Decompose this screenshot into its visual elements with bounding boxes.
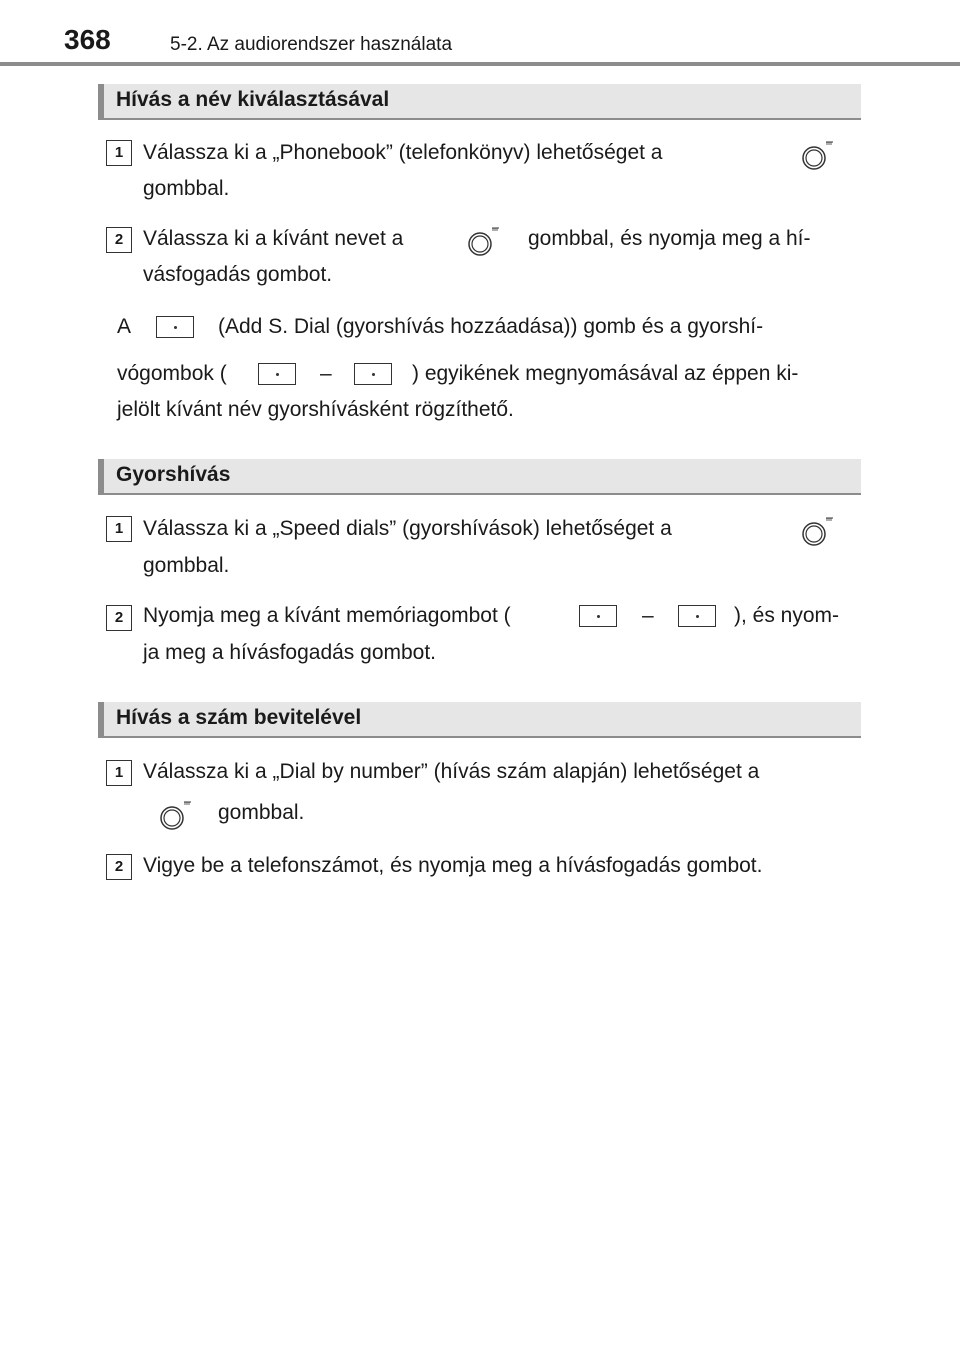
step-text: vásfogadás gombot. [143,263,333,286]
note-text: – [320,362,332,385]
step-number: 2 [106,227,132,253]
step-text: Válassza ki a „Phonebook” (telefonkönyv) lehetőséget a [143,141,663,164]
step-text: Vigye be a telefonszámot, és nyomja meg a hívásfogadás gombot. [143,854,763,877]
section-heading-name-call [98,84,861,120]
section-heading-speed-dial [98,459,861,495]
step-text: ), és nyom- [734,604,840,627]
section-heading-text: Hívás a szám bevitelével [116,706,362,729]
step-text: gombbal. [143,177,230,200]
tune-knob-icon [800,514,834,548]
header-rule [0,62,960,66]
section-heading-text: Gyorshívás [116,463,231,486]
step-text: – [642,604,654,627]
step-number: 2 [106,854,132,880]
section-path: 5-2. Az audiorendszer használata [170,34,453,55]
preset-button-icon [678,605,716,627]
preset-button-icon [258,363,296,385]
note-text: ) egyikének megnyomásával az éppen ki- [412,362,799,385]
page-header [64,24,960,64]
step-text: gombbal. [218,801,305,824]
tune-knob-icon [466,224,500,258]
step-number: 2 [106,605,132,631]
section-heading-dial-number [98,702,861,738]
page-number: 368 [64,24,111,55]
step-text: gombbal. [143,554,230,577]
step-text: Válassza ki a „Dial by number” (hívás szám alapján) lehetőséget a [143,760,760,783]
step-number: 1 [106,516,132,542]
note-text: vógombok ( [117,362,227,385]
tune-knob-icon [800,138,834,172]
preset-button-icon [579,605,617,627]
section-heading-text: Hívás a név kiválasztásával [116,88,390,111]
step-number: 1 [106,760,132,786]
note-text: (Add S. Dial (gyorshívás hozzáadása)) gomb és a gyorshí- [218,315,764,338]
preset-button-icon [354,363,392,385]
add-speed-dial-button-icon [156,316,194,338]
step-text: gombbal, és nyomja meg a hí- [528,227,811,250]
step-text: Válassza ki a kívánt nevet a [143,227,404,250]
step-number: 1 [106,140,132,166]
tune-knob-icon [158,798,192,832]
step-text: Nyomja meg a kívánt memóriagombot ( [143,604,511,627]
step-text: Válassza ki a „Speed dials” (gyorshívások) lehetőséget a [143,517,672,540]
note-text: A [117,315,132,338]
step-text: ja meg a hívásfogadás gombot. [143,641,437,664]
note-text: jelölt kívánt név gyorshívásként rögzíthető. [117,398,514,421]
